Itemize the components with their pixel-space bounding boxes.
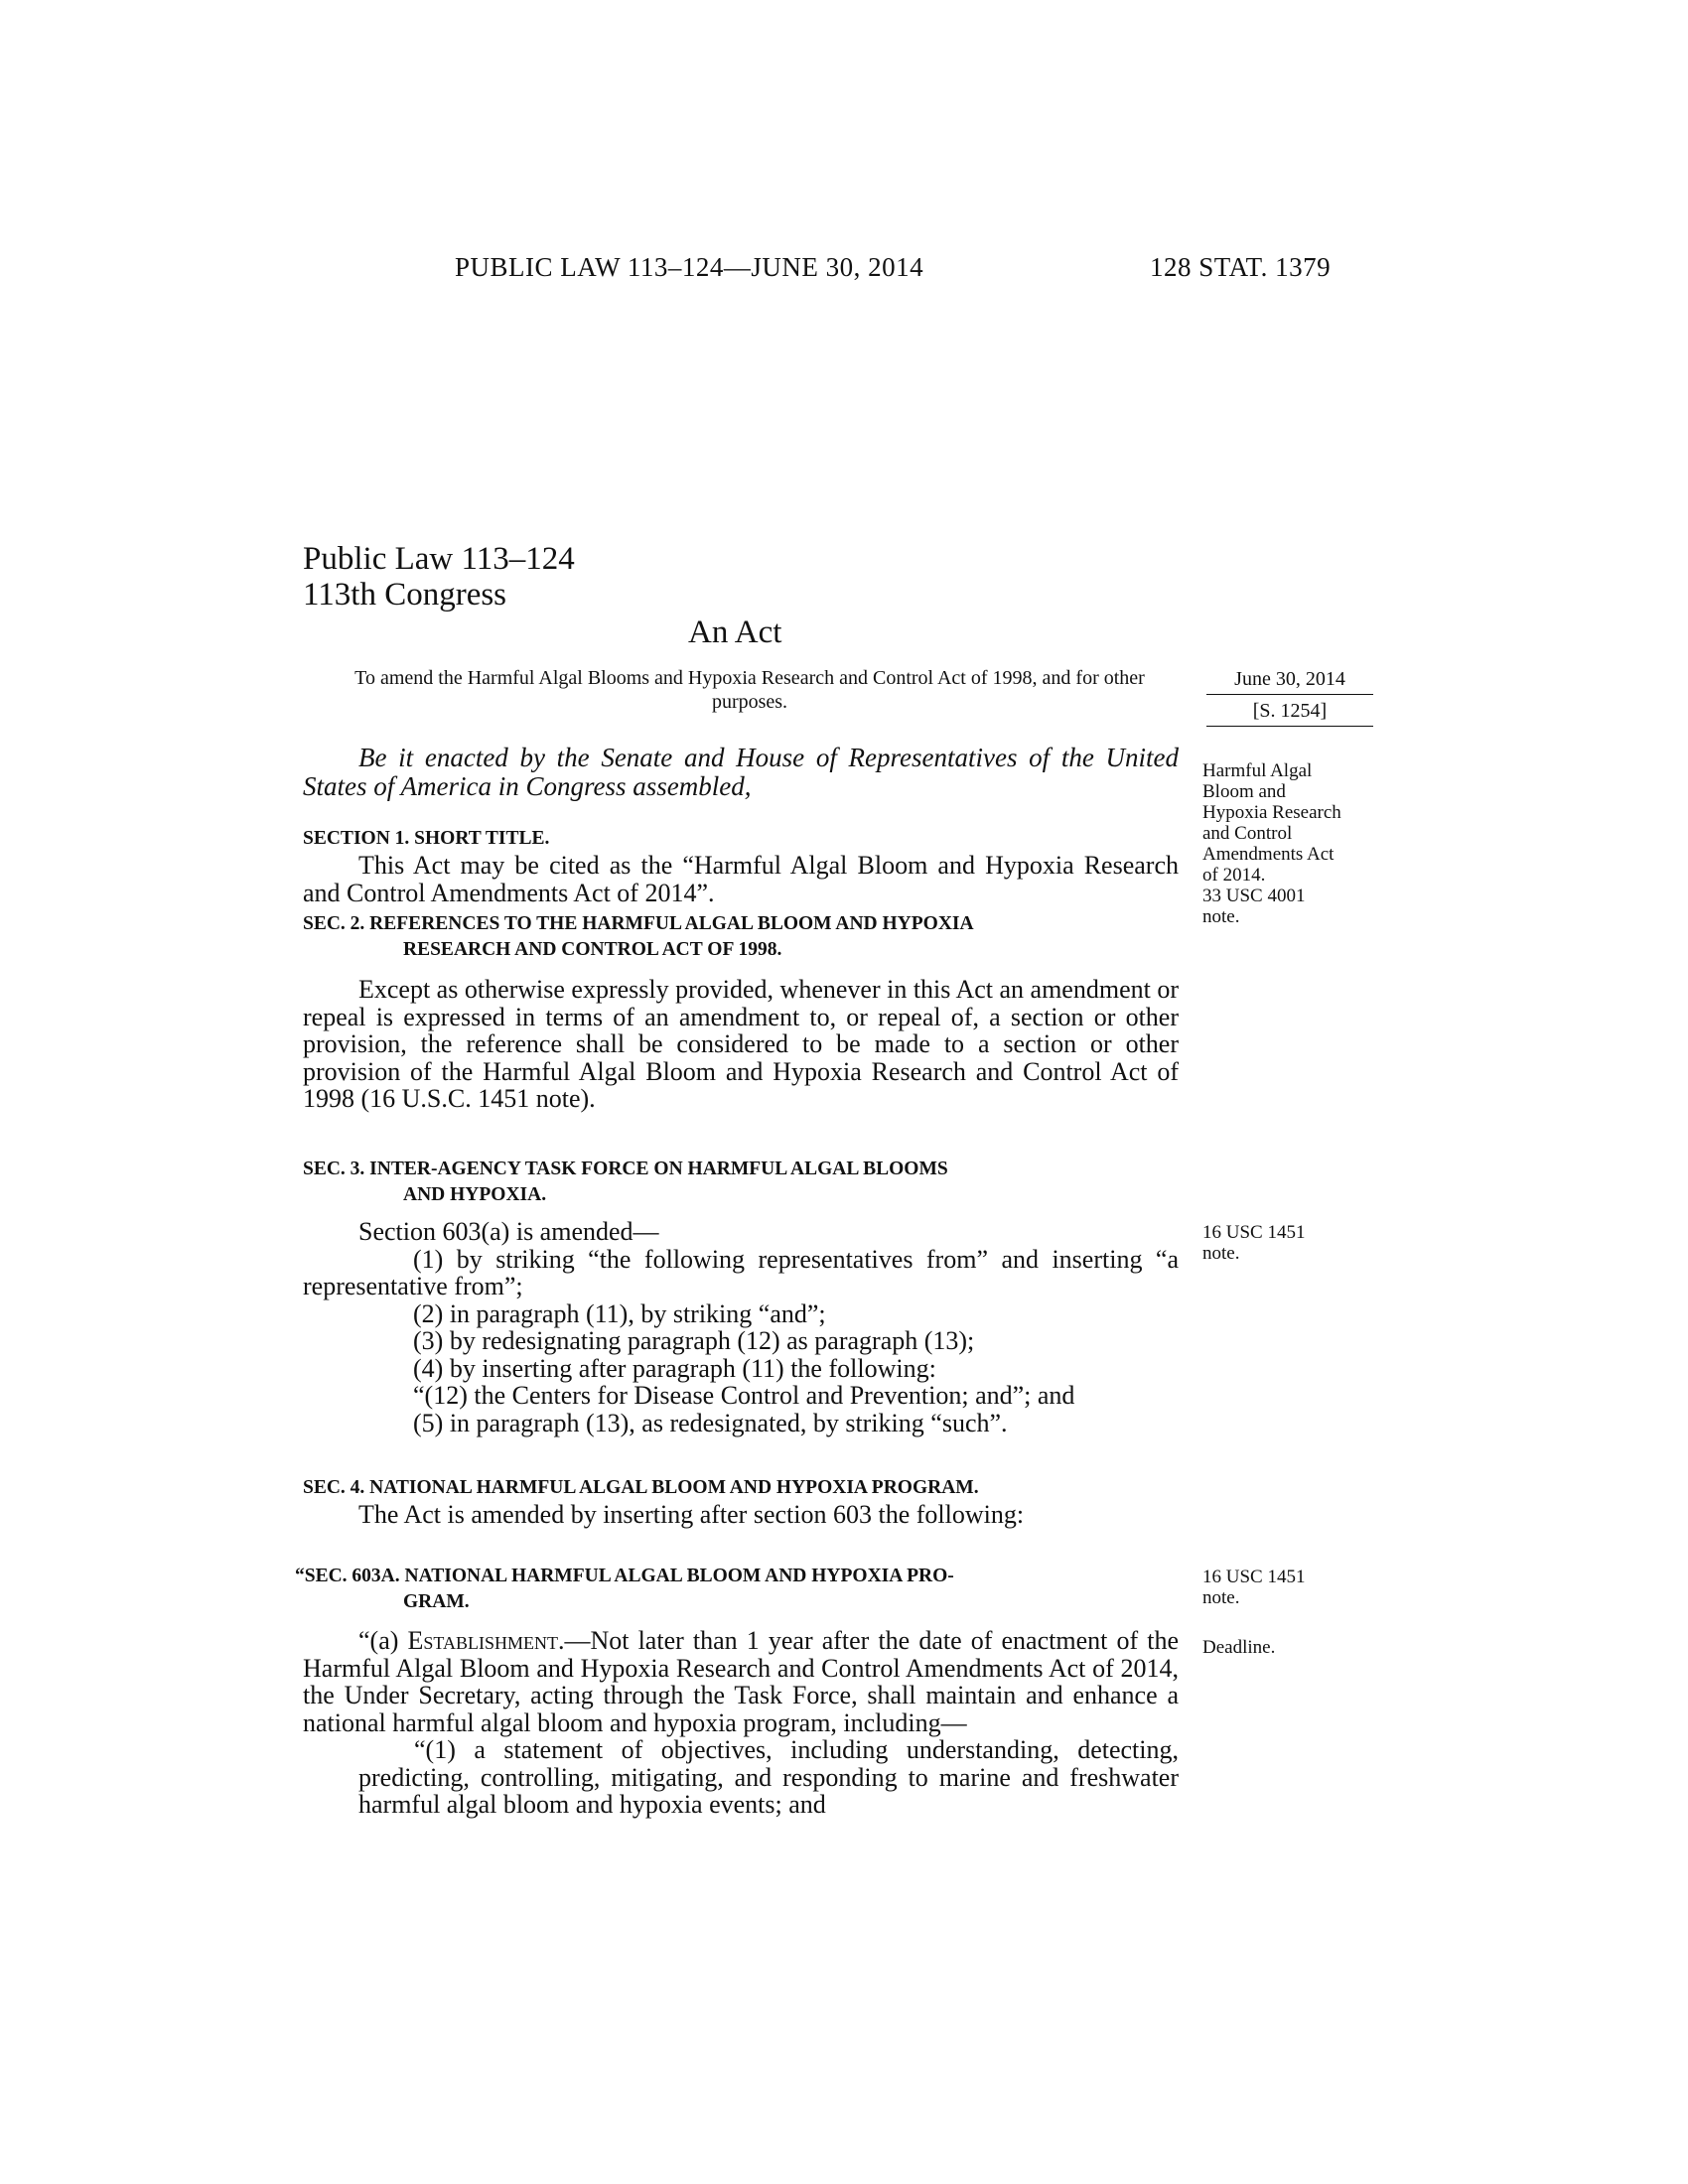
section-2-heading [303, 911, 1196, 963]
subsection-a-item-1: “(1) a statement of objectives, including understanding, detecting, predicting, controlling, mitigating, and responding to marine and freshwater harmful algal bloom and hypoxia events; and [358, 1735, 1179, 1819]
subsection-a-lead: “(a) [358, 1626, 408, 1655]
running-head: PUBLIC LAW 113–124—JUNE 30, 2014 [455, 252, 924, 282]
margin-deadline-note: Deadline. [1202, 1637, 1276, 1658]
section-2-text: Except as otherwise expressly provided, whenever in this Act an amendment or repeal is expressed in terms of an amendment to, or repeal of, a section or other provision, the reference shall be considered to be made to a section or other provision of the Harmful Algal Bloom and Hypoxia Research and Control Act of 1998 (16 U.S.C. 1451 note). [303, 975, 1179, 1113]
short-title-citation: 33 USC 4001 note. [1202, 886, 1306, 927]
page-citation: 128 STAT. 1379 [1150, 252, 1332, 282]
section-3-heading-line2: AND HYPOXIA. [403, 1184, 547, 1205]
section-4-text: The Act is amended by inserting after section 603 the following: [358, 1500, 1025, 1529]
section-4-heading: SEC. 4. NATIONAL HARMFUL ALGAL BLOOM AND HYPOXIA PROGRAM. [303, 1477, 979, 1498]
law-number: Public Law 113–124 [303, 541, 575, 577]
purpose-clause: To amend the Harmful Algal Blooms and Hypoxia Research and Control Act of 1998, and for other purposes. [354, 667, 1145, 713]
margin-short-title-note [1202, 760, 1341, 927]
section-3-item-4-quote: “(12) the Centers for Disease Control and Prevention; and”; and [413, 1381, 1075, 1410]
section-1-text: This Act may be cited as the “Harmful Algal Bloom and Hypoxia Research and Control Amendments Act of 2014”. [303, 851, 1179, 907]
congress: 113th Congress [303, 577, 507, 613]
section-603a-heading-line2: GRAM. [403, 1591, 470, 1612]
section-3-item-2: (2) in paragraph (11), by striking “and”; [413, 1298, 826, 1328]
short-title-note: Harmful Algal Bloom and Hypoxia Research and Control Amendments Act of 2014. [1202, 760, 1341, 886]
section-603a-heading-line1: “SEC. 603A. NATIONAL HARMFUL ALGAL BLOOM AND HYPOXIA PRO- [295, 1566, 954, 1586]
section-3-heading [303, 1157, 1196, 1208]
section-1-heading: SECTION 1. SHORT TITLE. [303, 828, 550, 849]
section-3-item-1: (1) by striking “the following representatives from” and inserting “a representative from”; [303, 1244, 1179, 1300]
section-3-item-5: (5) in paragraph (13), as redesignated, by striking “such”. [413, 1408, 1008, 1437]
section-3-heading-line1: SEC. 3. INTER-AGENCY TASK FORCE ON HARMFUL ALGAL BLOOMS [303, 1159, 948, 1179]
section-2-heading-line1: SEC. 2. REFERENCES TO THE HARMFUL ALGAL BLOOM AND HYPOXIA [303, 913, 974, 934]
margin-section-3-note: 16 USC 1451 note. [1202, 1222, 1306, 1264]
margin-date-box [1206, 668, 1373, 727]
title-block [303, 541, 575, 613]
section-3-item-3: (3) by redesignating paragraph (12) as paragraph (13); [413, 1326, 975, 1355]
section-603a-body [303, 1627, 1179, 1819]
subsection-a [303, 1627, 1179, 1736]
subsection-a-text: .—Not later than 1 year after the date of enactment of the Harmful Algal Bloom and Hypoxia Research and Control Amendments Act of 2014, the Under Secretary, acting through the Task Force, shall maintain and enhance a national harmful algal bloom and hypoxia program, including— [303, 1626, 1179, 1737]
section-3-intro: Section 603(a) is amended— [358, 1217, 659, 1246]
section-3-item-4: (4) by inserting after paragraph (11) the following: [413, 1353, 936, 1383]
enactment-date: June 30, 2014 [1206, 668, 1373, 695]
enacting-clause: Be it enacted by the Senate and House of Representatives of the United States of America in Congress assembled, [303, 743, 1179, 801]
act-heading: An Act [688, 614, 782, 650]
section-2-heading-line2: RESEARCH AND CONTROL ACT OF 1998. [403, 939, 782, 960]
section-3-body [303, 1218, 1179, 1436]
section-603a-heading [295, 1564, 1189, 1615]
bill-number: [S. 1254] [1206, 695, 1373, 727]
subsection-a-caption: Establishment [407, 1626, 558, 1655]
margin-section-603a-note: 16 USC 1451 note. [1202, 1567, 1306, 1608]
